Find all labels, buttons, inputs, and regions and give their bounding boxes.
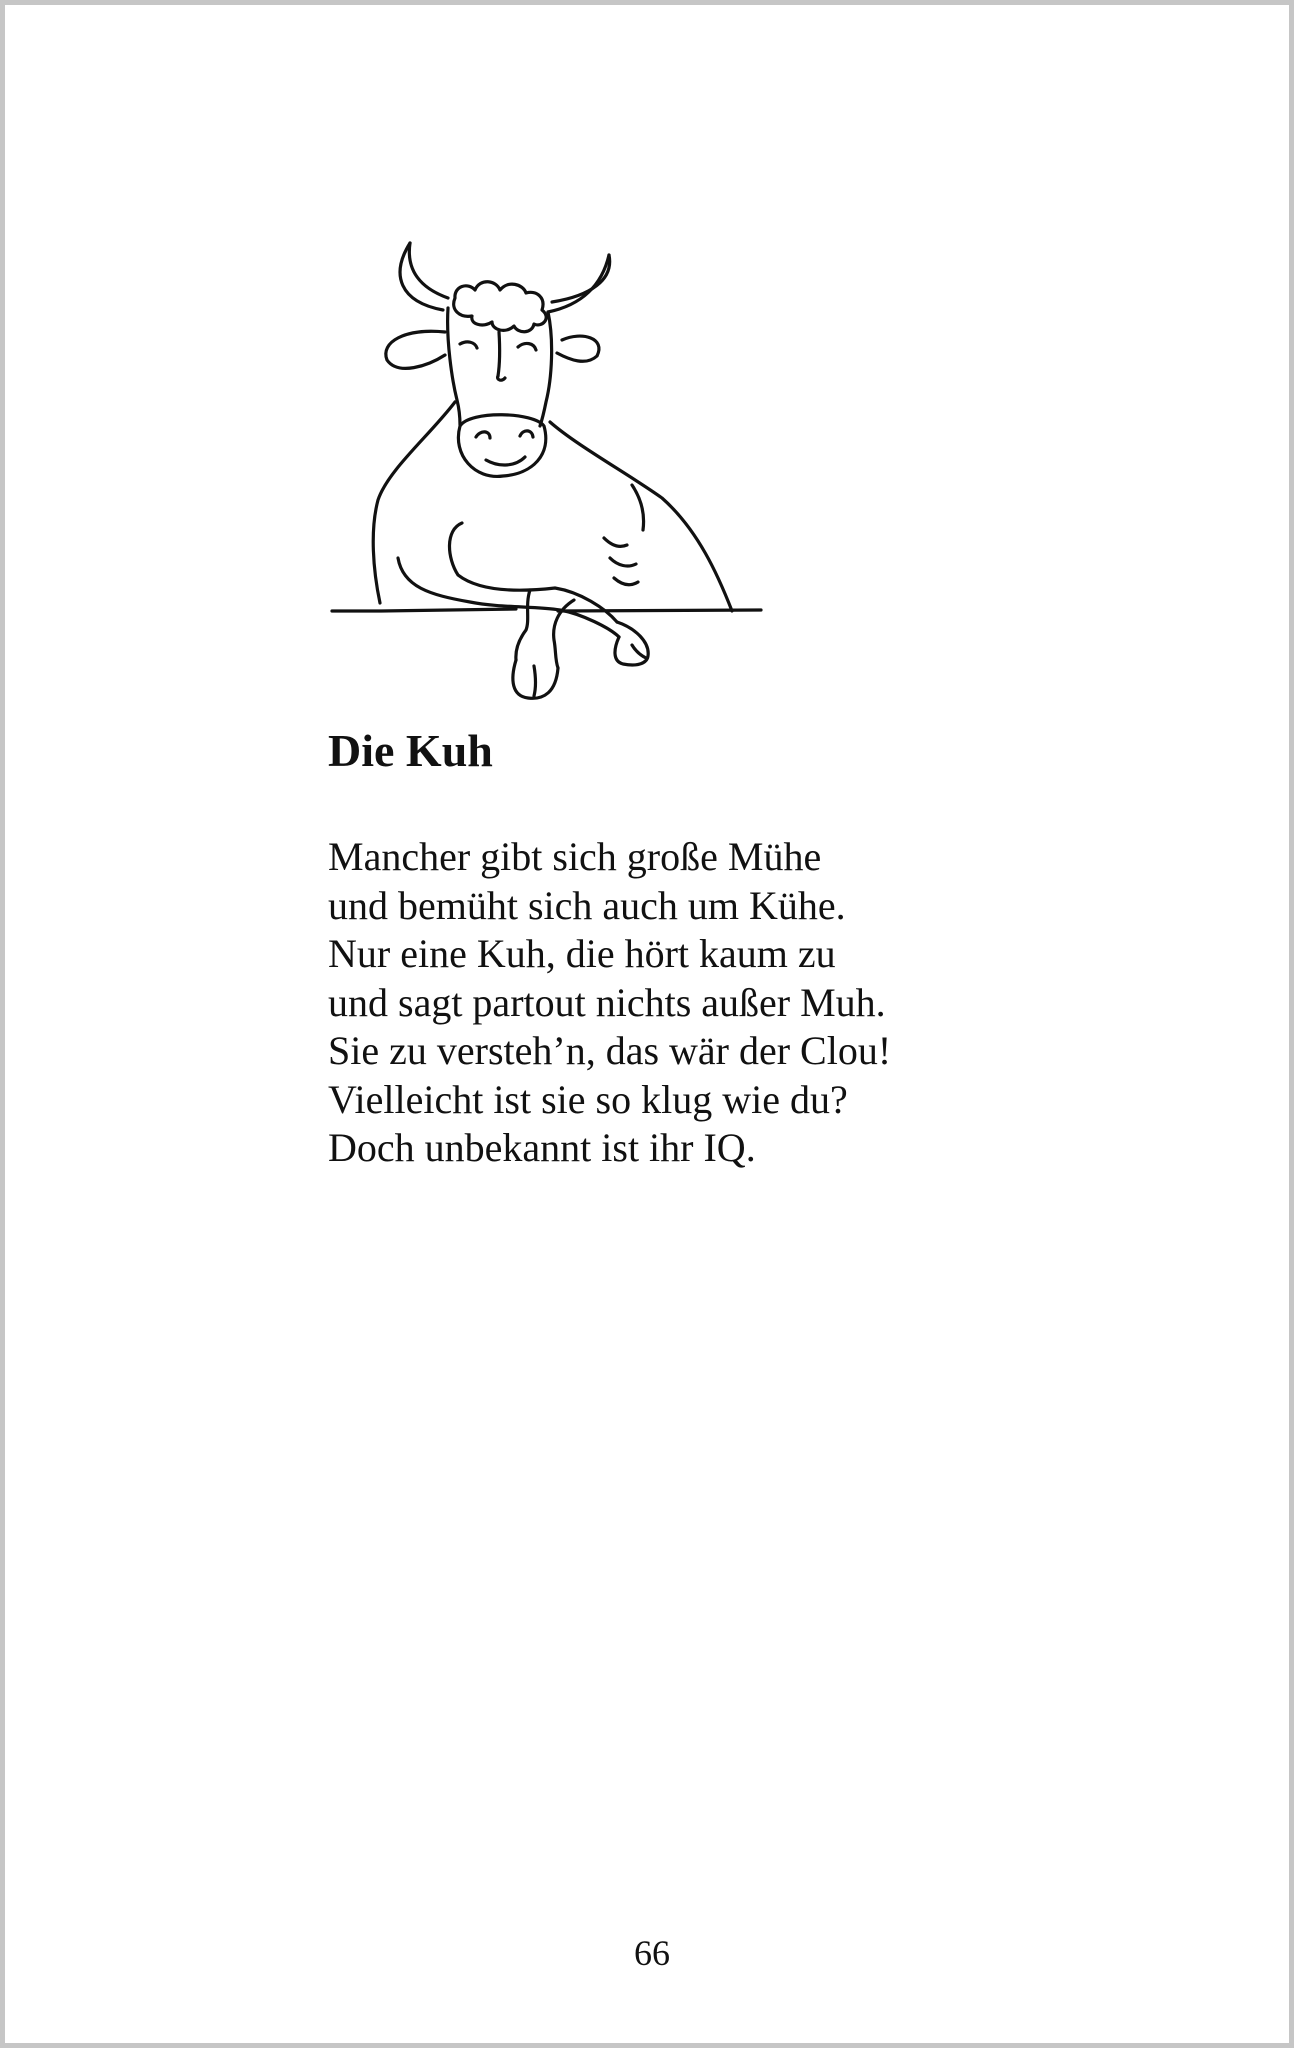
- poem-line: Doch unbekannt ist ihr IQ.: [328, 1125, 756, 1170]
- page-number: 66: [634, 1933, 670, 1973]
- cow-illustration: [320, 230, 770, 705]
- poem-line: und bemüht sich auch um Kühe.: [328, 882, 846, 928]
- poem-line: Vielleicht ist sie so klug wie du?: [328, 1076, 848, 1122]
- poem-title: Die Kuh: [328, 725, 493, 776]
- poem-line: Nur eine Kuh, die hört kaum zu: [328, 931, 836, 976]
- poem-line: Sie zu versteh’n, das wär der Clou!: [328, 1028, 892, 1073]
- poem-line: und sagt partout nichts außer Muh.: [328, 979, 886, 1025]
- poem-line: Mancher gibt sich große Mühe: [328, 834, 822, 879]
- poem-text: [328, 833, 891, 1173]
